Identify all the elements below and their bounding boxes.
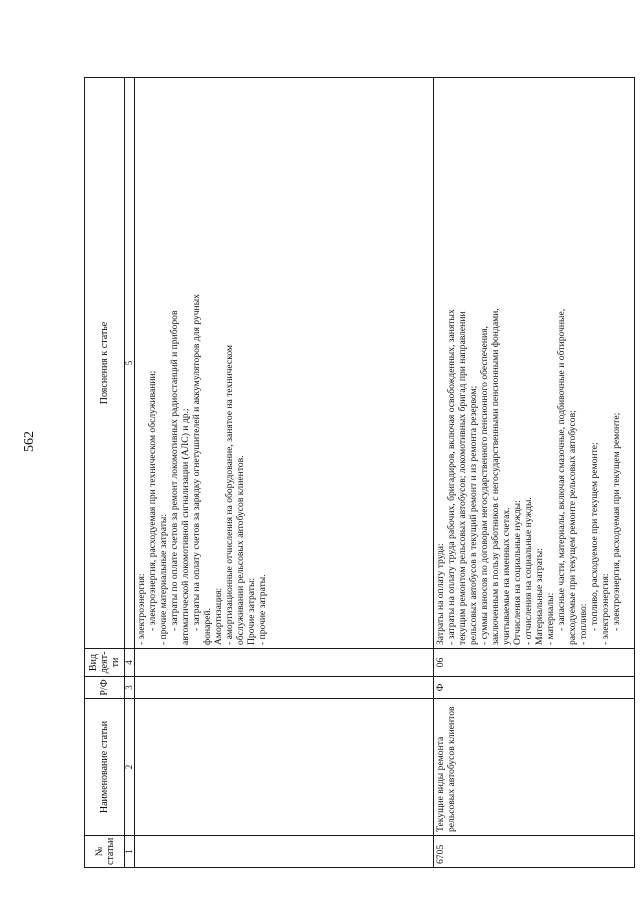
explanation-line: фонарей. bbox=[202, 608, 213, 645]
item-rf: Ф bbox=[434, 677, 635, 699]
explanation-line: - электроэнергия: bbox=[136, 573, 147, 645]
explanation-line: автоматической локомотивной сигнализации (АЛС) и др.; bbox=[180, 408, 191, 645]
item-explanation bbox=[135, 78, 434, 649]
explanation-line: Прочие затраты: bbox=[246, 577, 257, 645]
explanation-line: Амортизация: bbox=[213, 587, 224, 645]
item-name bbox=[135, 699, 434, 836]
column-number: 5 bbox=[125, 78, 135, 649]
header-rf: Р/Ф bbox=[85, 677, 125, 699]
table-row bbox=[434, 78, 635, 868]
header-explanations: Пояснения к статье bbox=[85, 78, 125, 649]
column-number: 1 bbox=[125, 836, 135, 868]
item-name: Текущие виды ремонта рельсовых автобусов клиентов bbox=[434, 699, 635, 836]
explanation-line: - электроэнергия, расходуемая при техническом обслуживании; bbox=[147, 370, 158, 631]
explanation-line: - электроэнергия: bbox=[600, 573, 611, 645]
item-code bbox=[135, 836, 434, 868]
explanation-line: Отчисления на социальные нужды: bbox=[512, 500, 523, 645]
explanation-line: - электроэнергия, расходуемая при текущем ремонте; bbox=[611, 412, 622, 631]
explanation-line: - амортизационные отчисления на оборудование, занятое на техническом bbox=[224, 344, 235, 645]
column-number-row bbox=[125, 78, 135, 868]
explanation-line: Затраты на оплату труда: bbox=[435, 543, 446, 645]
explanation-line: обслуживании рельсовых автобусов клиентов. bbox=[235, 455, 246, 645]
header-item-number: № статьи bbox=[85, 836, 125, 868]
explanation-line: - топливо, расходуемое при текущем ремонте; bbox=[589, 442, 600, 631]
explanation-line: текущим ремонтом рельсовых автобусов; локомотивных бригад при направлении bbox=[457, 311, 468, 645]
explanation-line: учитываемые на именных счетах. bbox=[501, 507, 512, 645]
explanation-line: - прочие материальные затраты: bbox=[158, 513, 169, 645]
header-activity-type: Вид деят-ти bbox=[85, 649, 125, 677]
column-number: 3 bbox=[125, 677, 135, 699]
page-number: 562 bbox=[22, 431, 37, 452]
explanation-line: заключенным в пользу работников с негосударственными пенсионными фондами, bbox=[490, 308, 501, 645]
explanation-line: - суммы взносов по договорам негосударственного пенсионного обеспечения, bbox=[479, 326, 490, 645]
cost-items-table bbox=[84, 77, 635, 868]
table-header-row bbox=[85, 78, 125, 868]
column-number: 4 bbox=[125, 649, 135, 677]
explanation-line: - затраты по оплате счетов за ремонт локомотивных радиостанций и приборов bbox=[169, 310, 180, 631]
item-activity bbox=[135, 649, 434, 677]
explanation-line: - прочие затраты. bbox=[257, 574, 268, 645]
rotated-table-container bbox=[84, 78, 634, 868]
explanation-line: - материалы: bbox=[545, 592, 556, 645]
explanation-line: расходуемые при текущем ремонте рельсовых автобусов; bbox=[567, 410, 578, 645]
header-item-name: Наименование статьи bbox=[85, 699, 125, 836]
explanation-line: Материальные затраты: bbox=[534, 548, 545, 645]
item-activity: 06 bbox=[434, 649, 635, 677]
item-explanation bbox=[434, 78, 635, 649]
explanation-line: - затраты на оплату счетов за зарядку огнетушителей и аккумуляторов для ручных bbox=[191, 294, 202, 631]
explanation-line: рельсовых автобусов в текущий ремонт и из ремонта резервом; bbox=[468, 385, 479, 645]
item-rf bbox=[135, 677, 434, 699]
explanation-line: - топливо: bbox=[578, 603, 589, 645]
explanation-line: - отчисления на социальные нужды. bbox=[523, 497, 534, 645]
item-code: 6705 bbox=[434, 836, 635, 868]
column-number: 2 bbox=[125, 699, 135, 836]
table-row bbox=[135, 78, 434, 868]
explanation-line: - затраты на оплату труда рабочих, бригадиров, включая освобожденных, занятых bbox=[446, 309, 457, 645]
explanation-line: - запасные части, материалы, включая смазочные, подбивочные и обтирочные, bbox=[556, 308, 567, 631]
